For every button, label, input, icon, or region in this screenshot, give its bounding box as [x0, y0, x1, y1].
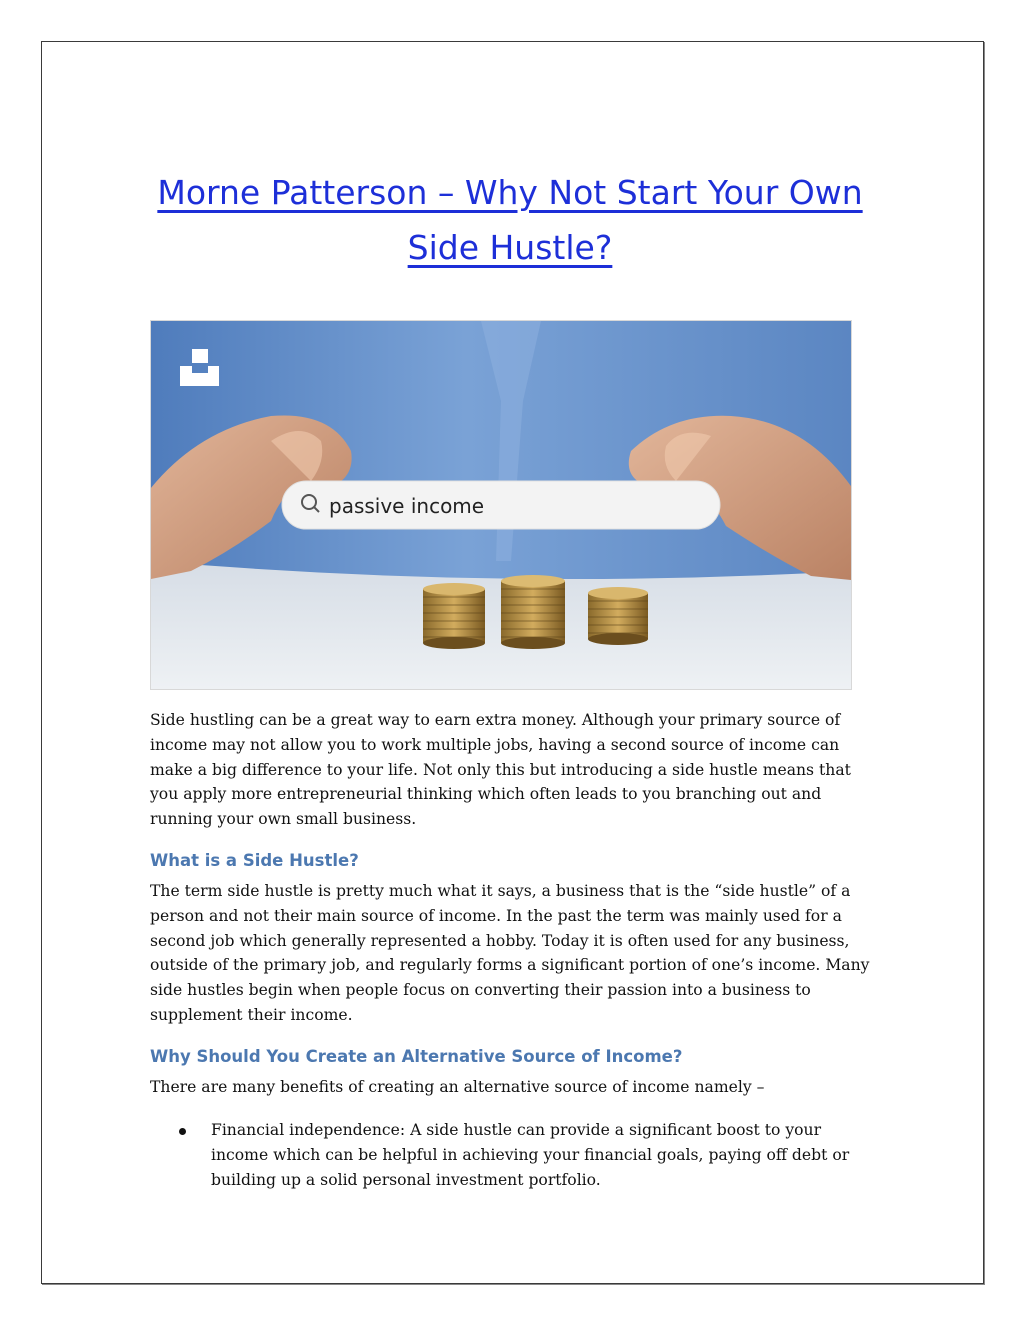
search-query-text: passive income	[329, 494, 485, 518]
bullet-text: Financial independence: A side hustle can provide a significant boost to your income which can be helpful in achieving your financial goals, paying off debt or building up a solid personal investment portfolio.	[211, 1121, 850, 1189]
page-title[interactable]: Morne Patterson – Why Not Start Your Own Side Hustle?	[157, 173, 863, 267]
hero-image	[150, 320, 852, 690]
coin-stack-left	[423, 583, 485, 649]
section-heading-side-hustle: What is a Side Hustle?	[150, 851, 359, 870]
coin-stack-right	[588, 587, 648, 645]
section-heading-alternative-income: Why Should You Create an Alternative Source of Income?	[150, 1047, 683, 1066]
hero-photo	[151, 321, 851, 689]
side-hustle-paragraph: The term side hustle is pretty much what it says, a business that is the “side hustle” of a person and not their main source of income. In the past the term was mainly used for a second job which generally represented a hobby. Today it is often used for any business, outside of the primary job, and regularly forms a significant portion of one’s income. Many side hustles begin when people focus on converting their passion into a business to supplement their income.	[150, 882, 870, 1024]
intro-paragraph: Side hustling can be a great way to earn extra money. Although your primary source of income may not allow you to work multiple jobs, having a second source of income can make a big difference to your life. Not only this but introducing a side hustle means that you apply more entrepreneurial thinking which often leads to you branching out and running your own small business.	[150, 711, 851, 829]
coin-stack-middle	[501, 575, 565, 649]
bullet-icon	[179, 1128, 186, 1135]
alternative-income-intro: There are many benefits of creating an alternative source of income namely –	[150, 1078, 765, 1096]
